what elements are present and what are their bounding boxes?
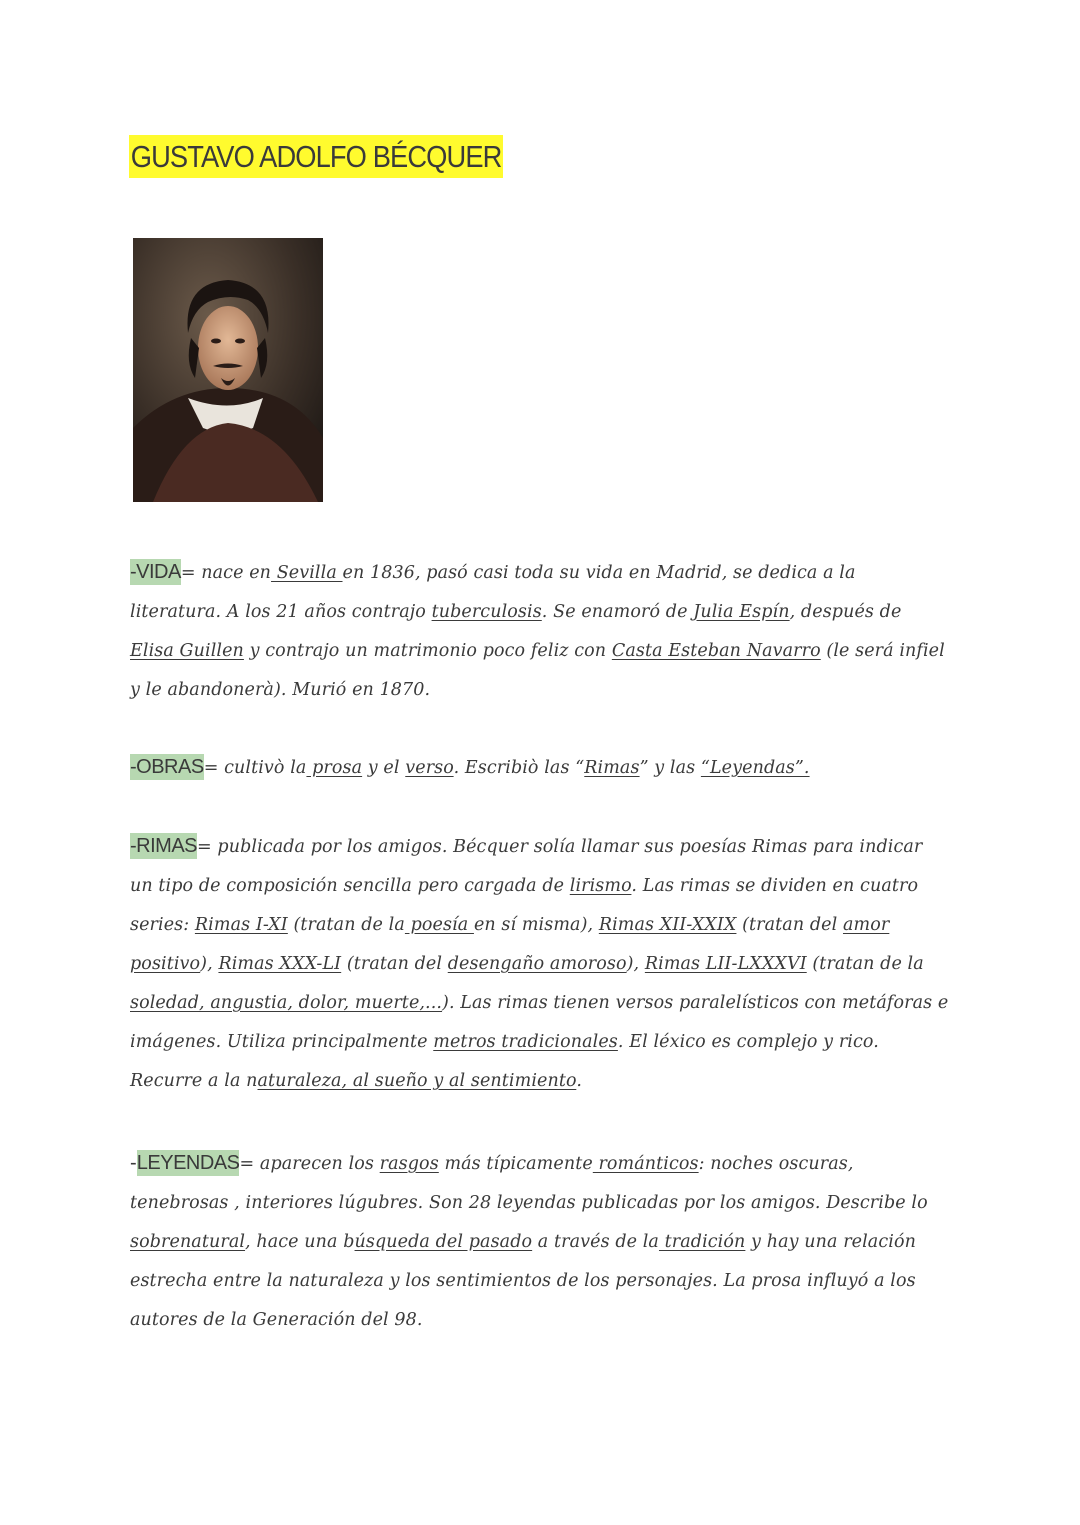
underlined-term: Rimas XXX-LI [218, 954, 342, 974]
text-span: = aparecen los [239, 1154, 380, 1174]
section-leyendas [130, 1144, 950, 1340]
text-span: , después de [789, 602, 902, 622]
text-span: . Escribiò las “ [453, 758, 585, 778]
text-span: ). Las rimas tienen versos paralelísticos con metáforas e imágenes. Utiliza principalmente [130, 993, 949, 1052]
underlined-term: rasgos [379, 1154, 439, 1174]
underlined-term: verso [405, 758, 454, 778]
text-span: : noches oscuras, tenebrosas , interiores lúgubres. Son 28 leyendas publicadas por los amigos. Describe lo [130, 1154, 928, 1213]
text-span: (tratan del [736, 915, 843, 935]
text-span: , hace una b [245, 1232, 355, 1252]
label-rimas: -RIMAS [130, 835, 197, 857]
label-leyendas: LEYENDAS [136, 1152, 240, 1174]
label-obras: -OBRAS [130, 756, 204, 778]
page-title: GUSTAVO ADOLFO BÉCQUER [129, 135, 503, 178]
portrait-painting [133, 238, 323, 502]
underlined-term: Rimas LII-LXXXVI [644, 954, 807, 974]
underlined-term: soledad, angustia, dolor, muerte,... [130, 993, 443, 1013]
underlined-term: amor positivo [130, 915, 890, 974]
underlined-term: úsqueda del pasado [354, 1232, 533, 1252]
text-span: ), [200, 954, 219, 974]
underlined-term: metros tradicionales [433, 1032, 618, 1052]
underlined-term: Julia Espín [693, 602, 790, 622]
text-span: . El léxico es complejo y rico. Recurre a la n [130, 1032, 879, 1091]
underlined-term: sobrenatural [130, 1232, 246, 1252]
text-span: a través de la [532, 1232, 659, 1252]
section-obras [130, 748, 950, 788]
underlined-term: desengaño amoroso [447, 954, 627, 974]
text-span: (tratan de la [806, 954, 924, 974]
text-span: y el [362, 758, 406, 778]
text-span: (tratan del [341, 954, 448, 974]
underlined-term: románticos [592, 1154, 699, 1174]
text-span: = cultivò la [203, 758, 307, 778]
text-span: y hay una relación estrecha entre la naturaleza y los sentimientos de los personajes. La prosa influyó a los autores de la Generación del 98. [130, 1232, 916, 1330]
text-span: = nace en [180, 563, 272, 583]
underlined-term: Rimas [584, 758, 640, 778]
section-vida [130, 553, 950, 710]
text-span: más típicamente [438, 1154, 593, 1174]
text-span: en 1836, pasó casi toda su vida en Madrid, se dedica a la literatura. A los 21 años contrajo [130, 563, 856, 622]
underlined-term: poesía [404, 915, 474, 935]
text-span: (tratan de la [287, 915, 405, 935]
section-rimas [130, 827, 950, 1101]
underlined-term: tradición [658, 1232, 746, 1252]
text-span: y contrajo un matrimonio poco feliz con [243, 641, 612, 661]
text-span: . Las rimas se dividen en cuatro series: [130, 876, 919, 935]
text-span: = publicada por los amigos. Bécquer solía llamar sus poesías Rimas para indicar un tipo de composición sencilla pero cargada de [130, 837, 923, 896]
portrait-image [133, 238, 323, 502]
text-span: . [576, 1071, 582, 1091]
text-span: en sí misma), [473, 915, 599, 935]
underlined-term: Rimas I-XI [194, 915, 288, 935]
underlined-term: tuberculosis [431, 602, 542, 622]
underlined-term: Sevilla [271, 563, 343, 583]
text-span: (le será infiel y le abandonerà). Murió en 1870. [130, 641, 945, 700]
underlined-term: prosa [306, 758, 363, 778]
underlined-term: “Leyendas”. [700, 758, 810, 778]
underlined-term: Casta Esteban Navarro [611, 641, 821, 661]
label-vida: -VIDA [130, 561, 181, 583]
underlined-term: aturaleza, al sueño y al sentimiento [257, 1071, 577, 1091]
text-span: . Se enamoró de [541, 602, 694, 622]
underlined-term: Rimas XII-XXIX [598, 915, 737, 935]
underlined-term: lirismo [569, 876, 632, 896]
text-span: ), [626, 954, 645, 974]
label-prefix: - [130, 1152, 137, 1174]
underlined-term: Elisa Guillen [130, 641, 244, 661]
text-span: ” y las [639, 758, 701, 778]
